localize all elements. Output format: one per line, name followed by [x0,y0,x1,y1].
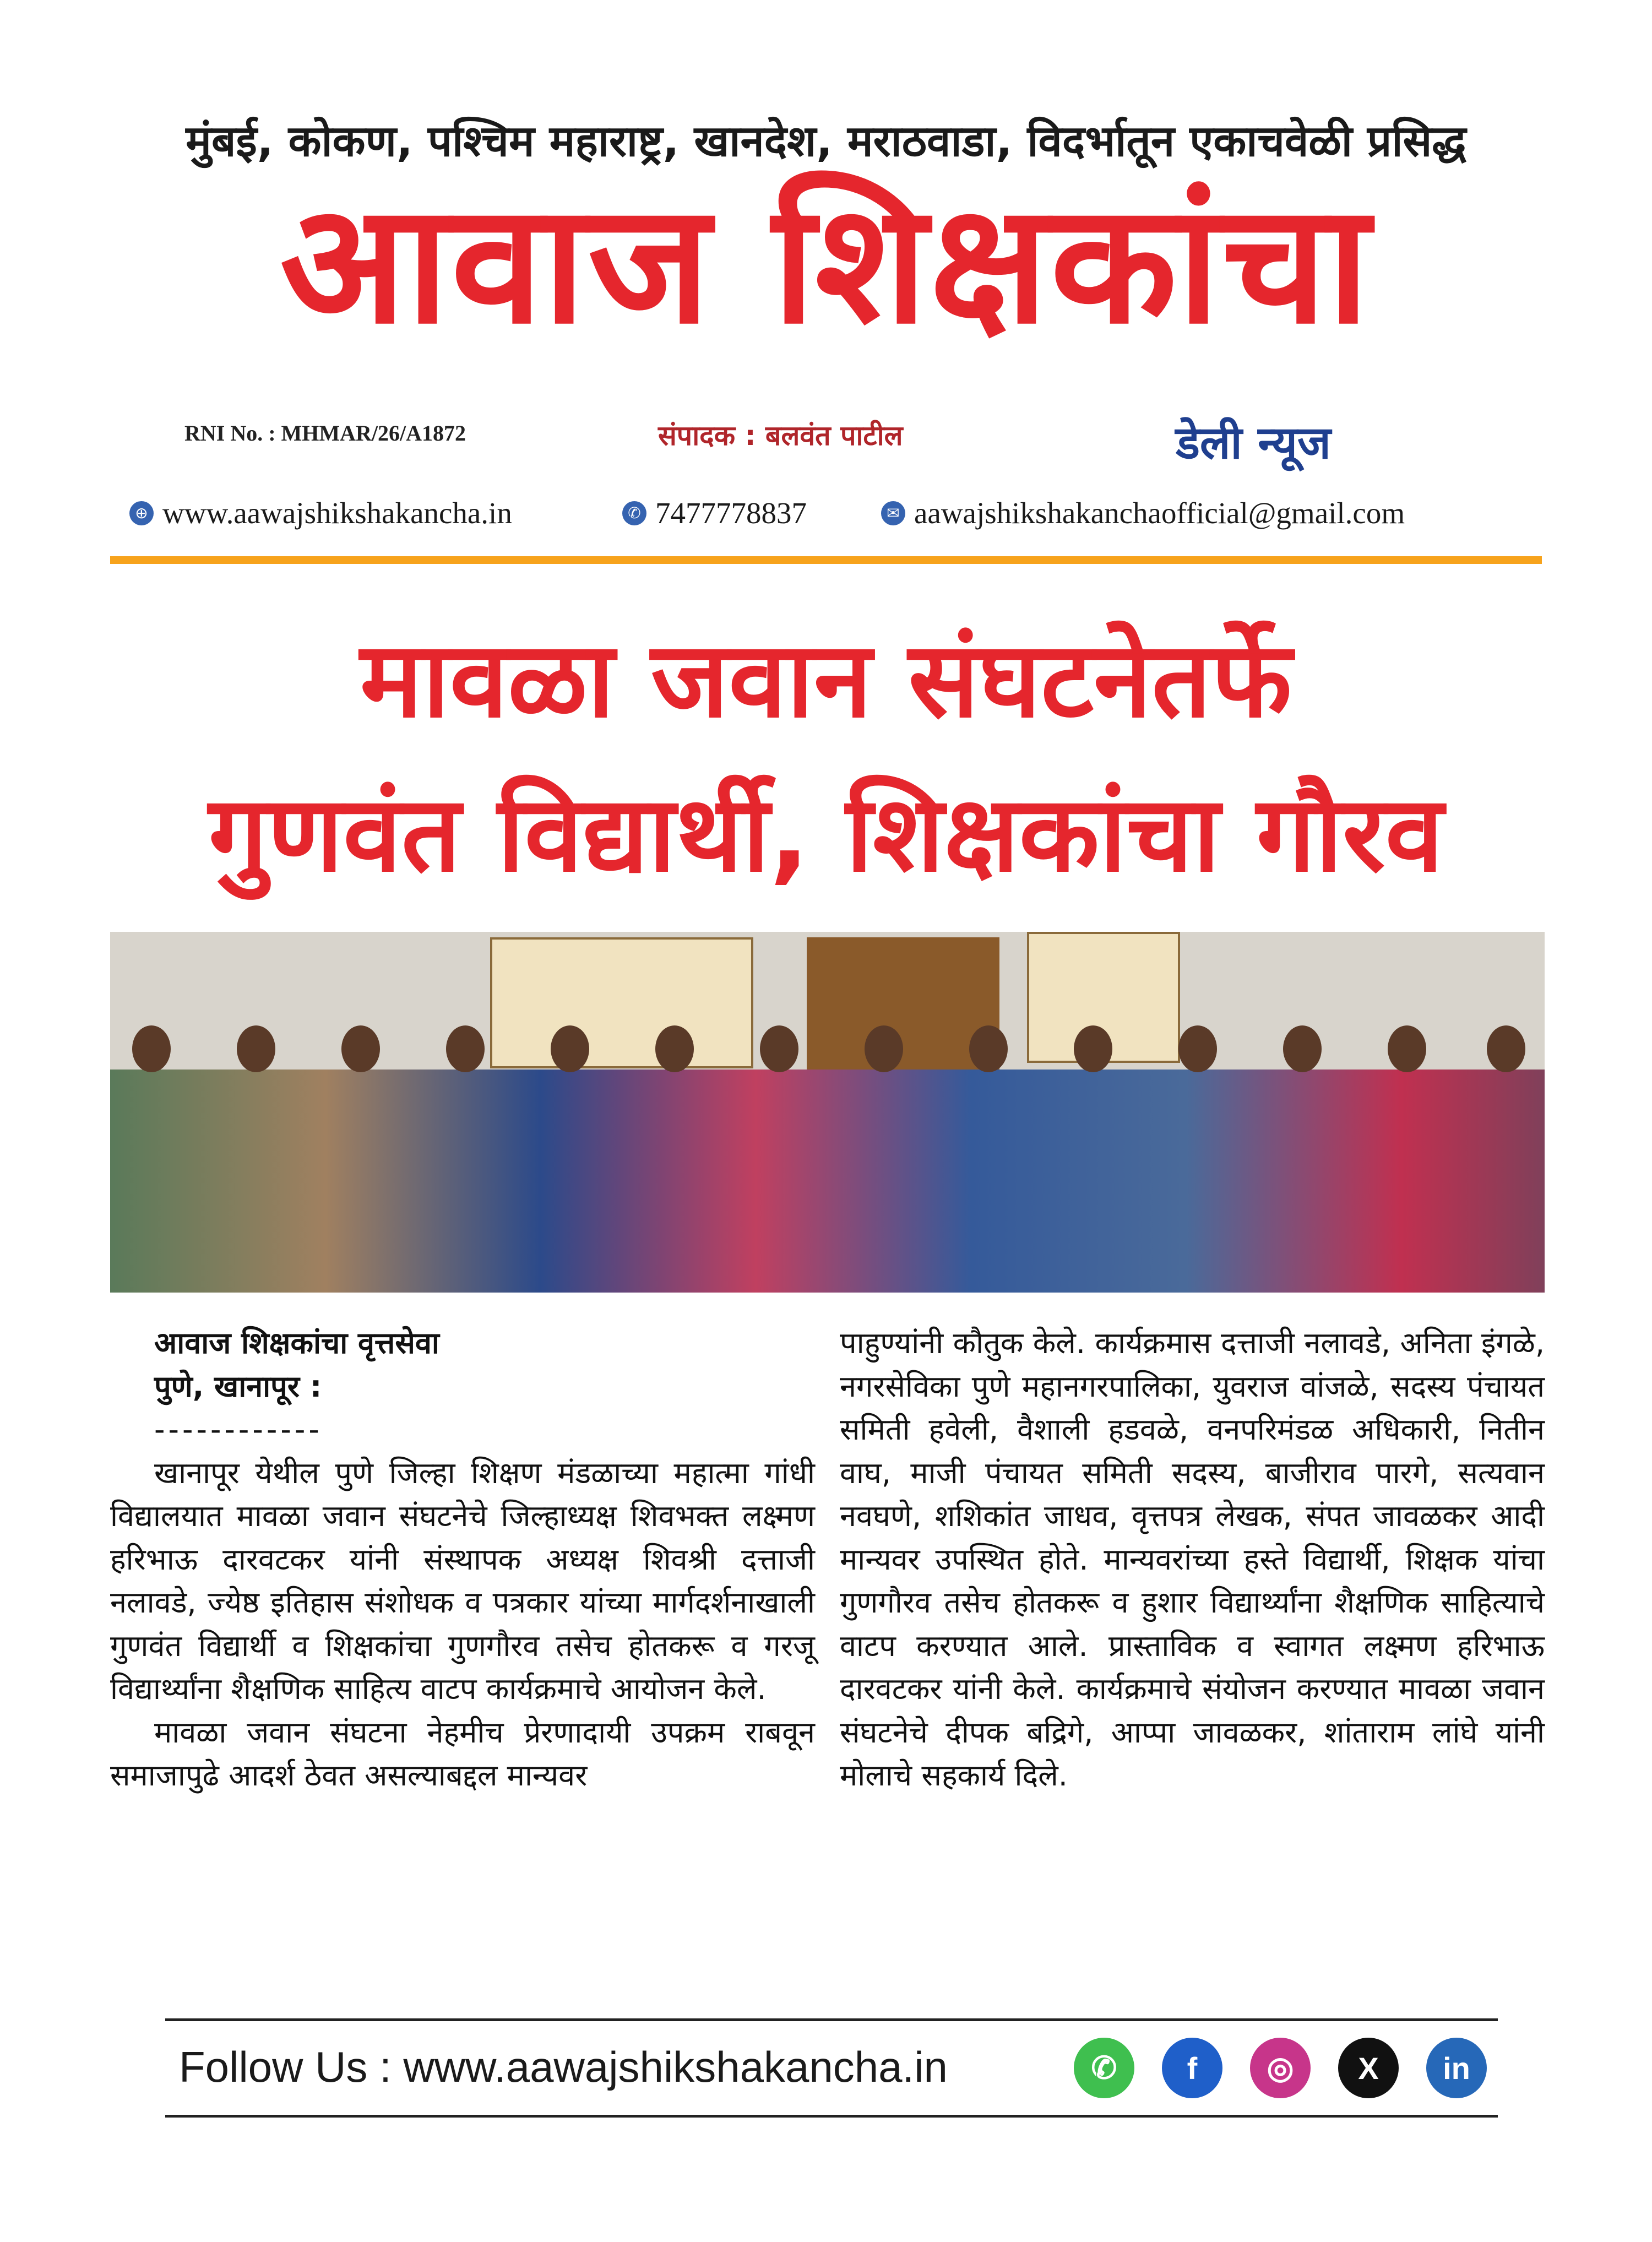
phone-icon: ✆ [622,501,646,525]
phone-contact[interactable] [622,496,807,530]
globe-icon: ⊕ [129,501,154,525]
article-paragraph-3: पाहुण्यांनी कौतुक केले. कार्यक्रमास दत्ताजी नलावडे, अनिता इंगळे, नगरसेविका पुणे महानगरपालिका, युवराज वांजळे, सदस्य पंचायत समिती हवेली, वैशाली हडवळे, वनपरिमंडळ अधिकारी, नितीन वाघ, माजी पंचायत समिती सदस्य, बाजीराव पारगे, सत्यवान नवघणे, शशिकांत जाधव, वृत्तपत्र लेखक, संपत जावळकर आदी मान्यवर उपस्थित होते. मान्यवरांच्या हस्ते विद्यार्थी, शिक्षक यांचा गुणगौरव तसेच होतकरू व हुशार विद्यार्थ्यांना शैक्षणिक साहित्याचे वाटप करण्यात आले. प्रास्ताविक व स्वागत लक्ष्मण हरिभाऊ दारवटकर यांनी केले. कार्यक्रमाचे संयोजन करण्यात मावळा जवान संघटनेचे दीपक बद्रिगे, आप्पा जावळकर, शांताराम लांघे यांनी मोलाचे सहकार्य दिले. [840,1326,1545,1793]
footer-rule-top [165,2018,1498,2021]
website-contact[interactable] [129,496,512,530]
editor-credit: संपादक : बलवंत पाटील [658,420,903,452]
website-text[interactable]: www.aawajshikshakancha.in [162,496,512,530]
article-paragraph-2: मावळा जवान संघटना नेहमीच प्रेरणादायी उपक्रम राबवून समाजापुढे आदर्श ठेवत असल्याबद्दल मान्यवर [110,1714,815,1793]
email-text[interactable]: aawajshikshakanchaofficial@gmail.com [914,496,1405,530]
dateline-divider: ------------ [154,1412,323,1447]
instagram-icon[interactable]: ◎ [1250,2038,1311,2098]
follow-us[interactable]: Follow Us : www.aawajshikshakancha.in [179,2043,948,2091]
linkedin-icon[interactable]: in [1426,2038,1487,2098]
whatsapp-icon[interactable]: ✆ [1074,2038,1134,2098]
group-of-people [110,1070,1545,1293]
tagline: मुंबई, कोकण, पश्चिम महाराष्ट्र, खानदेश, मराठवाडा, विदर्भातून एकाचवेळी प्रसिद्ध [186,117,1466,166]
people-heads [110,1025,1545,1103]
email-contact[interactable] [881,496,1405,530]
masthead-title: आवाज शिक्षकांचा [280,168,1372,360]
news-source: आवाज शिक्षकांचा वृत्तसेवा [154,1326,439,1360]
facebook-icon[interactable]: f [1162,2038,1222,2098]
article-column-right [840,1322,1545,1798]
header-divider [110,556,1542,564]
rni-number: RNI No. : MHMAR/26/A1872 [184,421,466,446]
article-paragraph-1: खानापूर येथील पुणे जिल्हा शिक्षण मंडळाच्या महात्मा गांधी विद्यालयात मावळा जवान संघटनेचे जिल्हाध्यक्ष शिवभक्त लक्ष्मण हरिभाऊ दारवटकर यांनी संस्थापक अध्यक्ष शिवश्री दत्ताजी नलावडे, ज्येष्ठ इतिहास संशोधक व पत्रकार यांच्या मार्गदर्शनाखाली गुणवंत विद्यार्थी व शिक्षकांचा गुणगौरव तसेच होतकरू व गरजू विद्यार्थ्यांना शैक्षणिक साहित्य वाटप कार्यक्रमाचे आयोजन केले. [110,1455,815,1706]
edition-label: डेली न्यूज [1176,417,1331,469]
article-column-left [110,1322,815,1798]
headline-line-2: गुणवंत विद्यार्थी, शिक्षकांचा गौरव [208,773,1444,895]
phone-text[interactable]: 7477778837 [655,496,807,530]
x-icon[interactable]: X [1338,2038,1399,2098]
event-photo [110,932,1545,1293]
headline-line-1: मावळा जवान संघटनेतर्फे [360,619,1292,741]
mail-icon: ✉ [881,501,905,525]
footer-rule-bottom [165,2115,1498,2118]
dateline: पुणे, खानापूर : [154,1369,322,1404]
